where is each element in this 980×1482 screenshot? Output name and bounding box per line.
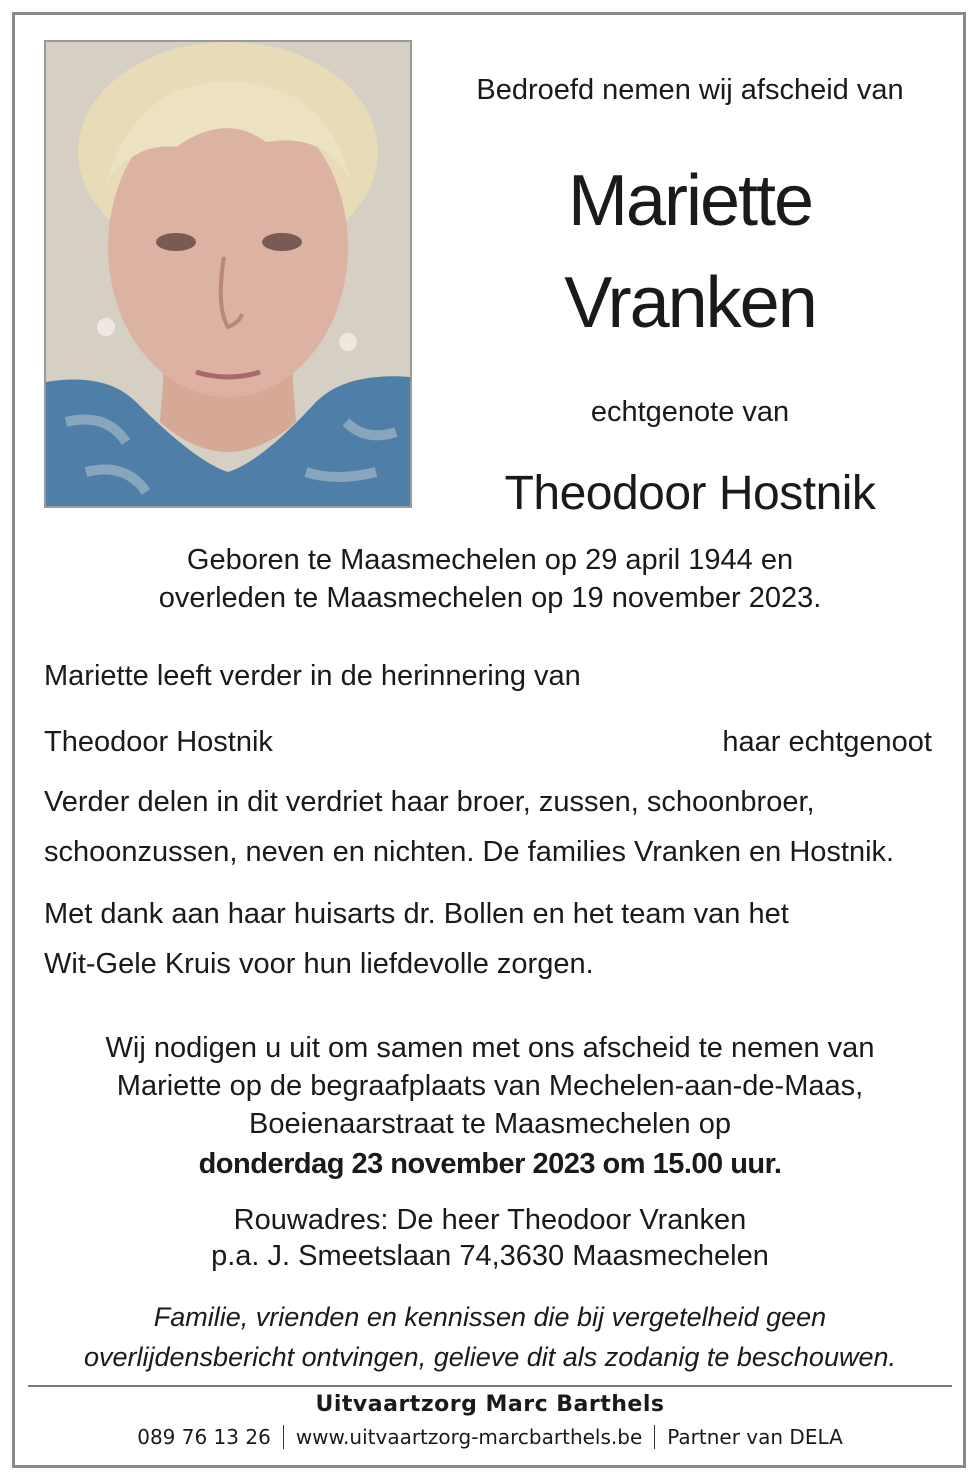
footer-separator — [283, 1425, 284, 1449]
footer-website[interactable]: www.uitvaartzorg-marcbarthels.be — [295, 1425, 643, 1449]
birth-line-1: Geboren te Maasmechelen op 29 april 1944 en — [186, 544, 794, 576]
footer-contact — [20, 1425, 960, 1449]
deceased-first-name: Mariette — [567, 161, 813, 241]
relative-role: haar echtgenoot — [722, 726, 932, 758]
thanks-line-2: Wit-Gele Kruis voor hun liefdevolle zorgen. — [44, 948, 594, 980]
notice-line-1: Familie, vrienden en kennissen die bij vergetelheid geen — [153, 1302, 827, 1332]
intro-text: Bedroefd nemen wij afscheid van — [476, 74, 904, 106]
spouse-name: Theodoor Hostnik — [504, 467, 876, 520]
footer-partner: Partner van DELA — [667, 1425, 843, 1449]
footer-phone: 089 76 13 26 — [137, 1425, 271, 1449]
invitation-line-2: Mariette op de begraafplaats van Mechelen-aan-de-Maas, — [116, 1070, 864, 1102]
portrait-illustration — [46, 42, 410, 506]
address-line-1: Rouwadres: De heer Theodoor Vranken — [233, 1204, 747, 1236]
address-line-2: p.a. J. Smeetslaan 74,3630 Maasmechelen — [211, 1240, 769, 1272]
family-line-2: schoonzussen, neven en nichten. De families Vranken en Hostnik. — [44, 836, 895, 868]
relative-name: Theodoor Hostnik — [44, 726, 273, 758]
footer-separator — [654, 1425, 655, 1449]
thanks-line-1: Met dank aan haar huisarts dr. Bollen en het team van het — [44, 898, 789, 930]
footer-divider — [28, 1385, 952, 1387]
deceased-last-name: Vranken — [564, 263, 816, 343]
family-line-1: Verder delen in dit verdriet haar broer, zussen, schoonbroer, — [44, 786, 815, 818]
spouse-intro: echtgenote van — [590, 396, 790, 428]
notice-line-2: overlijdensbericht ontvingen, gelieve dit als zodanig te beschouwen. — [83, 1342, 897, 1372]
funeral-home-name: Uitvaartzorg Marc Barthels — [315, 1392, 665, 1417]
birth-line-2: overleden te Maasmechelen op 19 november 2023. — [158, 582, 822, 614]
invitation-line-3: Boeienaarstraat te Maasmechelen op — [248, 1108, 731, 1140]
ceremony-date: donderdag 23 november 2023 om 15.00 uur. — [198, 1148, 782, 1180]
invitation-line-1: Wij nodigen u uit om samen met ons afscheid te nemen van — [105, 1032, 875, 1064]
memory-intro: Mariette leeft verder in de herinnering van — [44, 660, 581, 692]
portrait-photo — [44, 40, 412, 508]
